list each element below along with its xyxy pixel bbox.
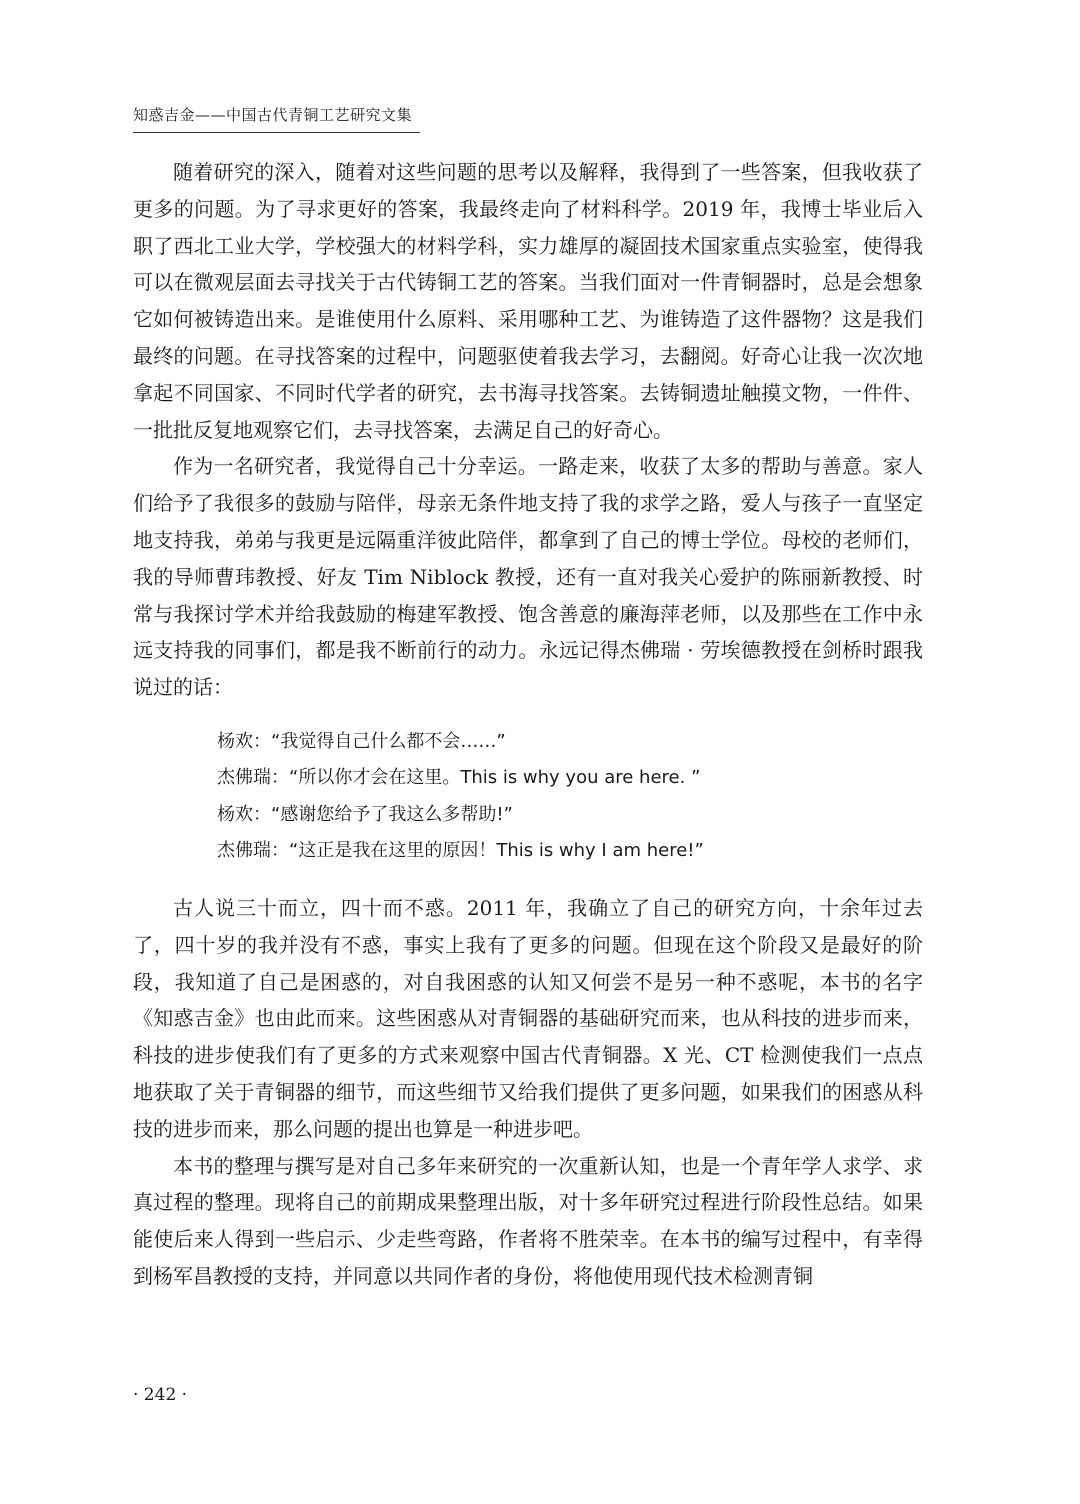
running-header: 知惑吉金——中国古代青铜工艺研究文集 <box>133 104 420 133</box>
paragraph-book-compilation: 本书的整理与撰写是对自己多年来研究的一次重新认知，也是一个青年学人求学、求真过程的整理。现将自己的前期成果整理出版，对十多年研究过程进行阶段性总结。如果能使后来人得到一些启示、少走些弯路，作者将不胜荣幸。在本书的编写过程中，有幸得到杨军昌教授的支持，并同意以共同作者的身份，将他使用现代技术检测青铜 <box>133 1153 923 1288</box>
dialogue-line: 杨欢：“感谢您给予了我这么多帮助!” <box>217 803 513 825</box>
dialogue-line: 杰佛瑞：“这正是我在这里的原因！This is why I am here!” <box>217 840 704 862</box>
paragraph-gratitude: 作为一名研究者，我觉得自己十分幸运。一路走来，收获了太多的帮助与善意。家人们给予了我很多的鼓励与陪伴，母亲无条件地支持了我的求学之路，爱人与孩子一直坚定地支持我，弟弟与我更是远隔重洋彼此陪伴，都拿到了自己的博士学位。母校的老师们，我的导师曹玮教授、好友 Tim Niblock 教授，还有一直对我关心爱护的陈丽新教授、时常与我探讨学术并给我鼓励的梅建军教授、饱含善意的廉海萍老师，以及那些在工作中永远支持我的同事们，都是我不断前行的动力。永远记得杰佛瑞 · 劳埃德教授在剑桥时跟我说过的话： <box>133 454 923 700</box>
main-text <box>133 154 923 1295</box>
page-number: · 242 · <box>133 1385 188 1405</box>
paragraph-book-title-origin: 古人说三十而立，四十而不惑。2011 年，我确立了自己的研究方向，十余年过去了，四十岁的我并没有不惑，事实上我有了更多的问题。但现在这个阶段又是最好的阶段，我知道了自己是困惑的，对自我困惑的认知又何尝不是另一种不惑呢，本书的名字《知惑吉金》也由此而来。这些困惑从对青铜器的基础研究而来，也从科技的进步而来，科技的进步使我们有了更多的方式来观察中国古代青铜器。X 光、CT 检测使我们一点点地获取了关于青铜器的细节，而这些细节又给我们提供了更多问题，如果我们的困惑从科技的进步而来，那么问题的提出也算是一种进步吧。 <box>133 895 923 1141</box>
paragraph-research-journey: 随着研究的深入，随着对这些问题的思考以及解释，我得到了一些答案，但我收获了更多的问题。为了寻求更好的答案，我最终走向了材料科学。2019 年，我博士毕业后入职了西北工业大学，学校强大的材料学科，实力雄厚的凝固技术国家重点实验室，使得我可以在微观层面去寻找关于古代铸铜工艺的答案。当我们面对一件青铜器时，总是会想象它如何被铸造出来。是谁使用什么原料、采用哪种工艺、为谁铸造了这件器物？这是我们最终的问题。在寻找答案的过程中，问题驱使着我去学习，去翻阅。好奇心让我一次次地拿起不同国家、不同时代学者的研究，去书海寻找答案。去铸铜遗址触摸文物，一件件、一批批反复地观察它们，去寻找答案，去满足自己的好奇心。 <box>133 160 923 442</box>
dialogue-quote-block <box>133 724 923 870</box>
dialogue-line: 杨欢：“我觉得自己什么都不会……” <box>217 730 506 752</box>
dialogue-line: 杰佛瑞：“所以你才会在这里。This is why you are here. ” <box>217 767 701 789</box>
